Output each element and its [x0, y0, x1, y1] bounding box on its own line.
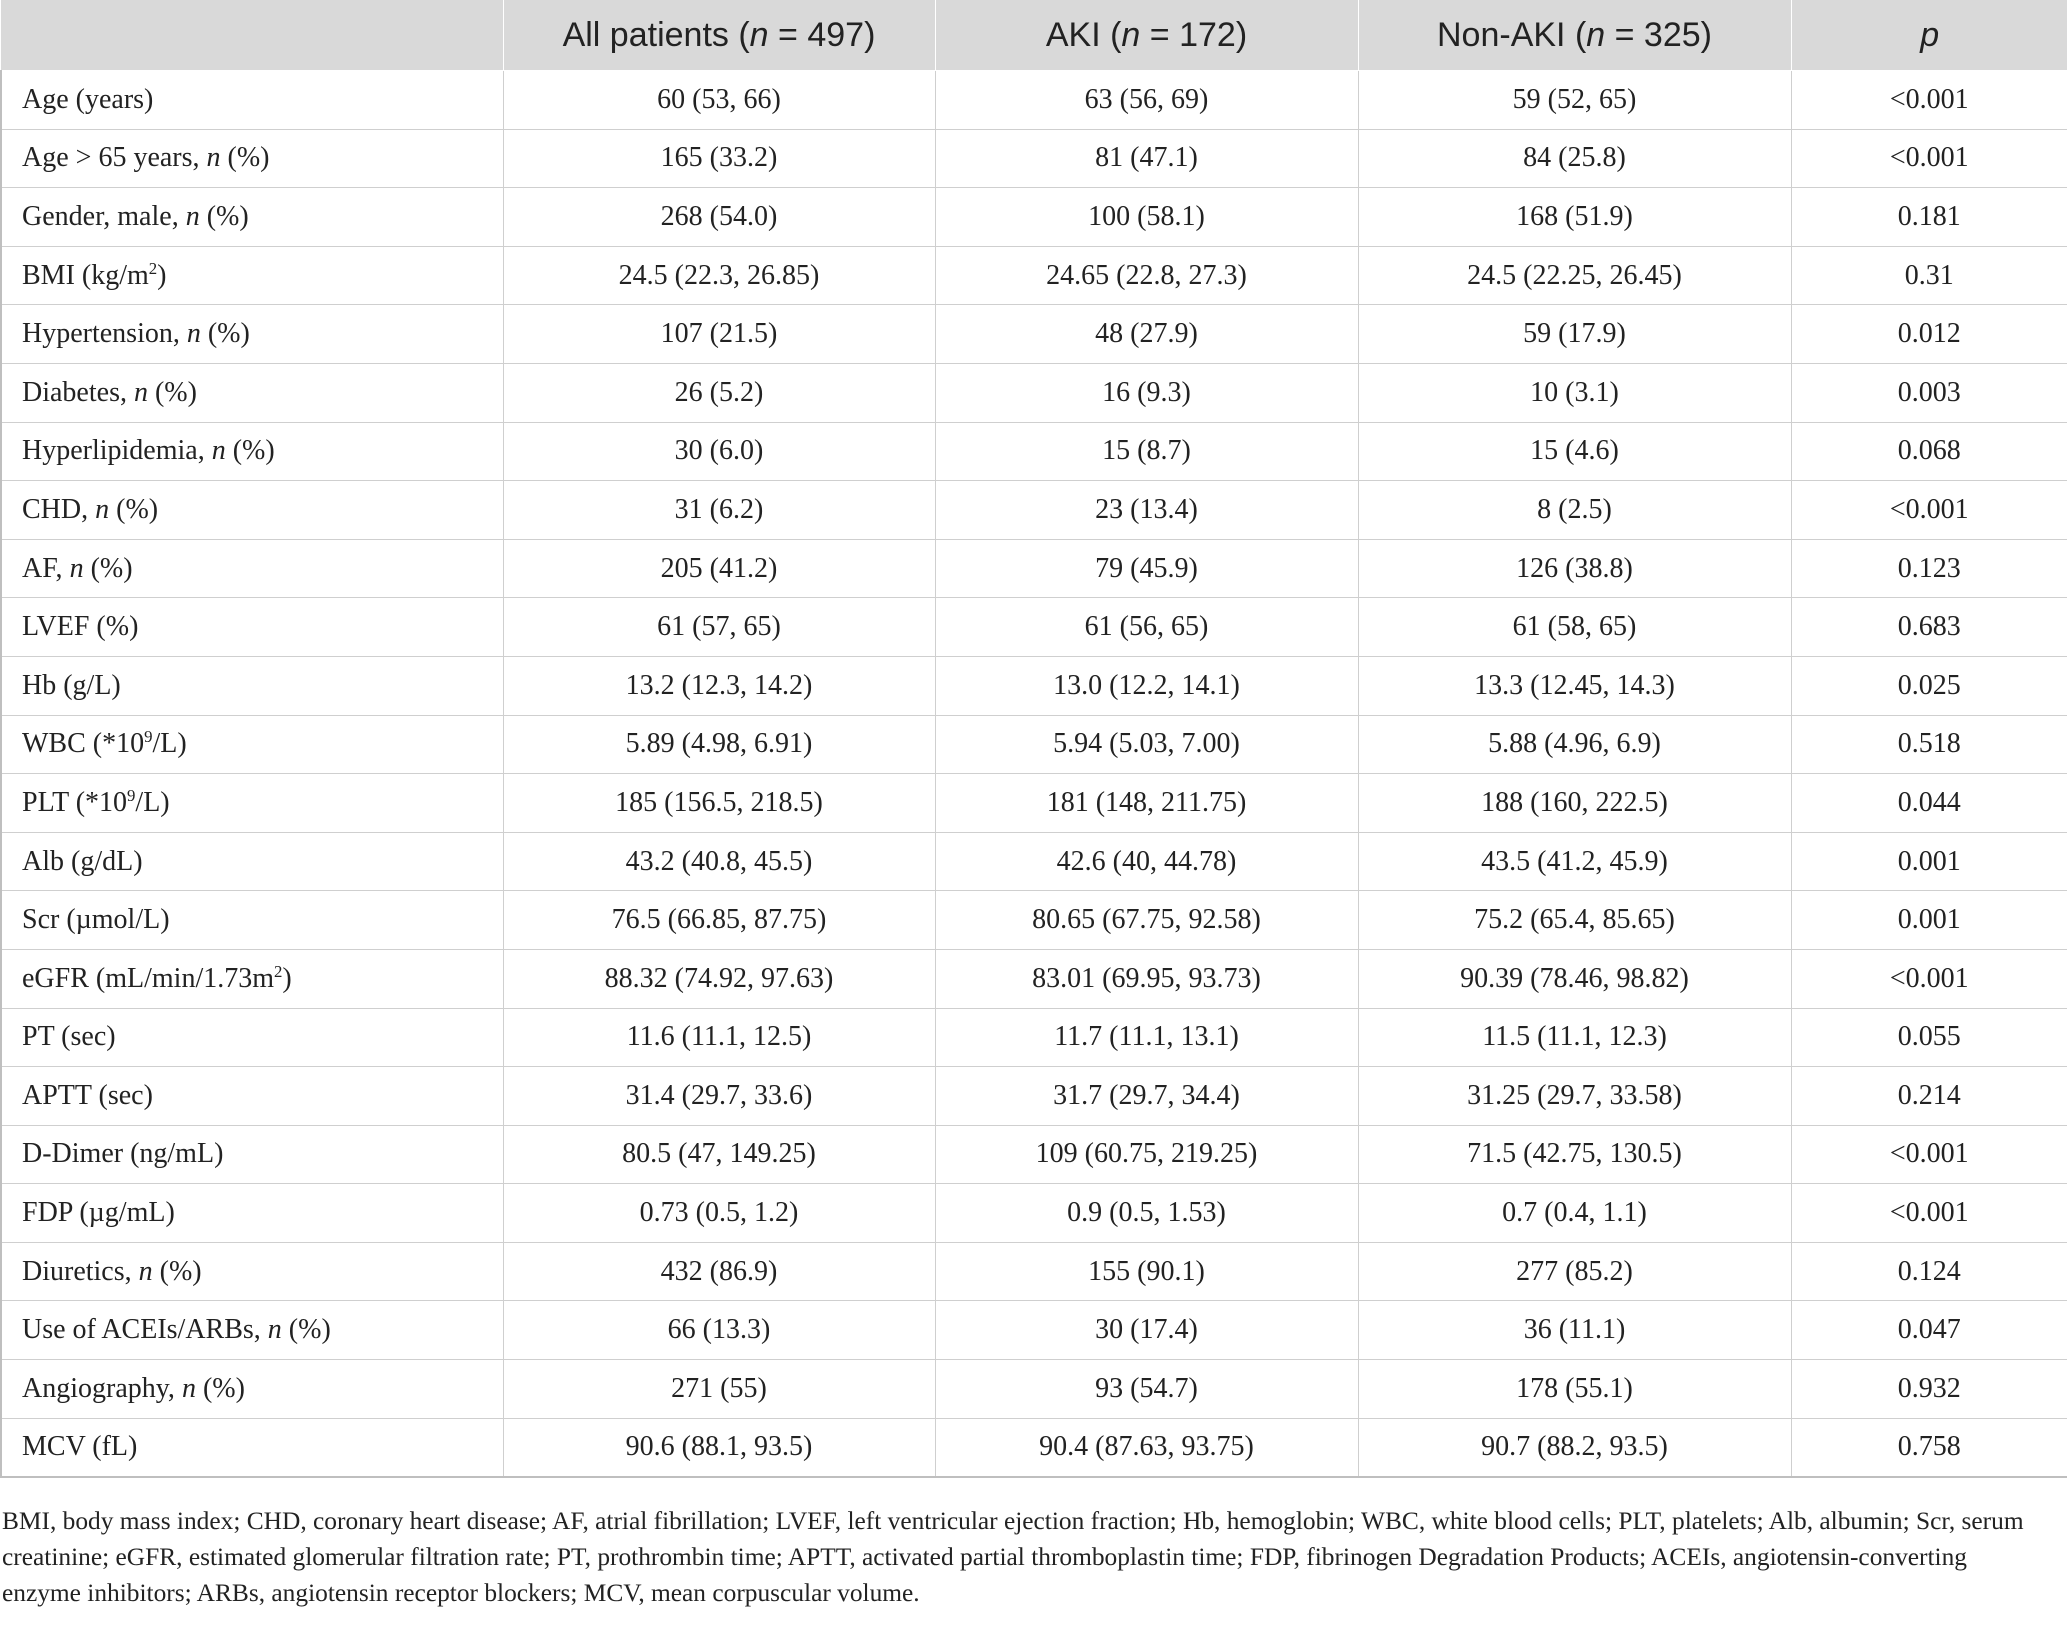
cell-non-aki: 5.88 (4.96, 6.9) — [1358, 715, 1791, 774]
row-label: PT (sec) — [1, 1008, 503, 1067]
table-row — [1, 1418, 2067, 1477]
cell-p-value: 0.068 — [1791, 422, 2067, 481]
table-row — [1, 363, 2067, 422]
cell-p-value: 0.124 — [1791, 1242, 2067, 1301]
cell-aki: 80.65 (67.75, 92.58) — [935, 891, 1358, 950]
cell-non-aki: 31.25 (29.7, 33.58) — [1358, 1067, 1791, 1126]
cell-non-aki: 13.3 (12.45, 14.3) — [1358, 656, 1791, 715]
cell-p-value: <0.001 — [1791, 949, 2067, 1008]
row-label: LVEF (%) — [1, 598, 503, 657]
row-label: CHD, n (%) — [1, 481, 503, 540]
row-label: PLT $(*10^9/L)$ — [1, 774, 503, 833]
cell-p-value: 0.025 — [1791, 656, 2067, 715]
header-non-aki: Non-AKI (n = 325) — [1358, 0, 1791, 71]
table-footnote: BMI, body mass index; CHD, coronary heart disease; AF, atrial fibrillation; LVEF, left ventricular ejection fraction; Hb, hemoglobin; WBC, white blood cells; PLT, platelets; Alb, albumin; Scr, serum creatinine; eGFR, estimated glomerular filtration rate; PT, prothrombin time; APTT, activated partial thromboplastin time; FDP, fibrinogen Degradation Products; ACEIs, angiotensin-converting enzyme inhibitors; ARBs, angiotensin receptor blockers; MCV, mean corpuscular volume. — [2, 1507, 2024, 1607]
cell-p-value: <0.001 — [1791, 1125, 2067, 1184]
cell-aki: 16 (9.3) — [935, 363, 1358, 422]
row-label: Hypertension, n (%) — [1, 305, 503, 364]
cell-all-patients: 11.6 (11.1, 12.5) — [503, 1008, 935, 1067]
table-row — [1, 481, 2067, 540]
row-label: APTT (sec) — [1, 1067, 503, 1126]
cell-non-aki: 59 (17.9) — [1358, 305, 1791, 364]
cell-all-patients: 43.2 (40.8, 45.5) — [503, 832, 935, 891]
table-row — [1, 715, 2067, 774]
cell-p-value: 0.003 — [1791, 363, 2067, 422]
cell-all-patients: 165 (33.2) — [503, 129, 935, 188]
cell-p-value: 0.758 — [1791, 1418, 2067, 1477]
table-row — [1, 188, 2067, 247]
header-aki: AKI (n = 172) — [935, 0, 1358, 71]
cell-all-patients: 24.5 (22.3, 26.85) — [503, 246, 935, 305]
cell-p-value: 0.518 — [1791, 715, 2067, 774]
header-variable — [1, 0, 503, 71]
cell-p-value: 0.123 — [1791, 539, 2067, 598]
cell-non-aki: 0.7 (0.4, 1.1) — [1358, 1184, 1791, 1243]
cell-all-patients: 31 (6.2) — [503, 481, 935, 540]
cell-p-value: 0.001 — [1791, 832, 2067, 891]
cell-p-value: <0.001 — [1791, 481, 2067, 540]
cell-all-patients: 5.89 (4.98, 6.91) — [503, 715, 935, 774]
cell-non-aki: 61 (58, 65) — [1358, 598, 1791, 657]
table-row — [1, 891, 2067, 950]
row-label: AF, n (%) — [1, 539, 503, 598]
cell-aki: 93 (54.7) — [935, 1360, 1358, 1419]
cell-p-value: <0.001 — [1791, 71, 2067, 130]
cell-non-aki: 10 (3.1) — [1358, 363, 1791, 422]
cell-all-patients: 61 (57, 65) — [503, 598, 935, 657]
cell-p-value: 0.31 — [1791, 246, 2067, 305]
cell-non-aki: 11.5 (11.1, 12.3) — [1358, 1008, 1791, 1067]
row-label: Angiography, n (%) — [1, 1360, 503, 1419]
cell-aki: 13.0 (12.2, 14.1) — [935, 656, 1358, 715]
cell-p-value: 0.932 — [1791, 1360, 2067, 1419]
cell-non-aki: 36 (11.1) — [1358, 1301, 1791, 1360]
cell-aki: 63 (56, 69) — [935, 71, 1358, 130]
table-row — [1, 1360, 2067, 1419]
cell-all-patients: 90.6 (88.1, 93.5) — [503, 1418, 935, 1477]
cell-all-patients: 0.73 (0.5, 1.2) — [503, 1184, 935, 1243]
row-label: WBC $(*10^9/L)$ — [1, 715, 503, 774]
cell-p-value: 0.214 — [1791, 1067, 2067, 1126]
table-row — [1, 71, 2067, 130]
cell-aki: 79 (45.9) — [935, 539, 1358, 598]
row-label: FDP (µg/mL) — [1, 1184, 503, 1243]
cell-non-aki: 15 (4.6) — [1358, 422, 1791, 481]
cell-all-patients: 26 (5.2) — [503, 363, 935, 422]
table-body — [1, 71, 2067, 1477]
row-label: Alb (g/dL) — [1, 832, 503, 891]
row-label: MCV (fL) — [1, 1418, 503, 1477]
cell-aki: 23 (13.4) — [935, 481, 1358, 540]
cell-aki: 155 (90.1) — [935, 1242, 1358, 1301]
cell-all-patients: 13.2 (12.3, 14.2) — [503, 656, 935, 715]
table-row — [1, 305, 2067, 364]
cell-aki: 11.7 (11.1, 13.1) — [935, 1008, 1358, 1067]
cell-p-value: 0.181 — [1791, 188, 2067, 247]
row-label: Age (years) — [1, 71, 503, 130]
cell-all-patients: 432 (86.9) — [503, 1242, 935, 1301]
table-row — [1, 656, 2067, 715]
cell-aki: 100 (58.1) — [935, 188, 1358, 247]
table-row — [1, 598, 2067, 657]
row-label: Use of ACEIs/ARBs, n (%) — [1, 1301, 503, 1360]
cell-non-aki: 188 (160, 222.5) — [1358, 774, 1791, 833]
row-label: eGFR $(mL/\min/1.73m^2)$ — [1, 949, 503, 1008]
cell-p-value: 0.683 — [1791, 598, 2067, 657]
row-label: Diuretics, n (%) — [1, 1242, 503, 1301]
cell-aki: 81 (47.1) — [935, 129, 1358, 188]
table-row — [1, 832, 2067, 891]
cell-all-patients: 185 (156.5, 218.5) — [503, 774, 935, 833]
header-all-patients: All patients (n = 497) — [503, 0, 935, 71]
cell-non-aki: 90.39 (78.46, 98.82) — [1358, 949, 1791, 1008]
table-row — [1, 1067, 2067, 1126]
cell-aki: 42.6 (40, 44.78) — [935, 832, 1358, 891]
cell-aki: 90.4 (87.63, 93.75) — [935, 1418, 1358, 1477]
row-label: Age > 65 years, n (%) — [1, 129, 503, 188]
cell-all-patients: 88.32 (74.92, 97.63) — [503, 949, 935, 1008]
cell-p-value: <0.001 — [1791, 1184, 2067, 1243]
cell-aki: 31.7 (29.7, 34.4) — [935, 1067, 1358, 1126]
header-p-value: p — [1791, 0, 2067, 71]
table-row — [1, 129, 2067, 188]
table-row — [1, 1008, 2067, 1067]
cell-p-value: 0.055 — [1791, 1008, 2067, 1067]
cell-non-aki: 126 (38.8) — [1358, 539, 1791, 598]
cell-p-value: 0.012 — [1791, 305, 2067, 364]
cell-aki: 5.94 (5.03, 7.00) — [935, 715, 1358, 774]
cell-aki: 0.9 (0.5, 1.53) — [935, 1184, 1358, 1243]
table-row — [1, 1125, 2067, 1184]
cell-non-aki: 178 (55.1) — [1358, 1360, 1791, 1419]
cell-non-aki: 75.2 (65.4, 85.65) — [1358, 891, 1791, 950]
cell-non-aki: 277 (85.2) — [1358, 1242, 1791, 1301]
header-row — [1, 0, 2067, 71]
cell-p-value: 0.044 — [1791, 774, 2067, 833]
row-label: Scr (µmol/L) — [1, 891, 503, 950]
cell-non-aki: 24.5 (22.25, 26.45) — [1358, 246, 1791, 305]
cell-all-patients: 30 (6.0) — [503, 422, 935, 481]
cell-all-patients: 80.5 (47, 149.25) — [503, 1125, 935, 1184]
table-row — [1, 539, 2067, 598]
cell-p-value: 0.001 — [1791, 891, 2067, 950]
table-row — [1, 1242, 2067, 1301]
cell-aki: 24.65 (22.8, 27.3) — [935, 246, 1358, 305]
row-label: D-Dimer (ng/mL) — [1, 1125, 503, 1184]
cell-all-patients: 60 (53, 66) — [503, 71, 935, 130]
table-row — [1, 422, 2067, 481]
cell-all-patients: 76.5 (66.85, 87.75) — [503, 891, 935, 950]
row-label: Diabetes, n (%) — [1, 363, 503, 422]
table-row — [1, 949, 2067, 1008]
cell-aki: 109 (60.75, 219.25) — [935, 1125, 1358, 1184]
cell-aki: 83.01 (69.95, 93.73) — [935, 949, 1358, 1008]
cell-aki: 48 (27.9) — [935, 305, 1358, 364]
cell-all-patients: 31.4 (29.7, 33.6) — [503, 1067, 935, 1126]
table-row — [1, 774, 2067, 833]
cell-aki: 61 (56, 65) — [935, 598, 1358, 657]
row-label: BMI $(kg/m^2)$ — [1, 246, 503, 305]
cell-aki: 30 (17.4) — [935, 1301, 1358, 1360]
cell-all-patients: 268 (54.0) — [503, 188, 935, 247]
table-row — [1, 1301, 2067, 1360]
cell-non-aki: 59 (52, 65) — [1358, 71, 1791, 130]
table-row — [1, 1184, 2067, 1243]
cell-non-aki: 43.5 (41.2, 45.9) — [1358, 832, 1791, 891]
cell-non-aki: 90.7 (88.2, 93.5) — [1358, 1418, 1791, 1477]
cell-non-aki: 8 (2.5) — [1358, 481, 1791, 540]
row-label: Gender, male, n (%) — [1, 188, 503, 247]
cell-non-aki: 71.5 (42.75, 130.5) — [1358, 1125, 1791, 1184]
cell-p-value: 0.047 — [1791, 1301, 2067, 1360]
row-label: Hyperlipidemia, n (%) — [1, 422, 503, 481]
cell-p-value: <0.001 — [1791, 129, 2067, 188]
cell-non-aki: 168 (51.9) — [1358, 188, 1791, 247]
cell-all-patients: 66 (13.3) — [503, 1301, 935, 1360]
cell-all-patients: 271 (55) — [503, 1360, 935, 1419]
row-label: Hb (g/L) — [1, 656, 503, 715]
table-row — [1, 246, 2067, 305]
cell-aki: 181 (148, 211.75) — [935, 774, 1358, 833]
cell-aki: 15 (8.7) — [935, 422, 1358, 481]
cell-all-patients: 107 (21.5) — [503, 305, 935, 364]
cell-all-patients: 205 (41.2) — [503, 539, 935, 598]
cell-non-aki: 84 (25.8) — [1358, 129, 1791, 188]
